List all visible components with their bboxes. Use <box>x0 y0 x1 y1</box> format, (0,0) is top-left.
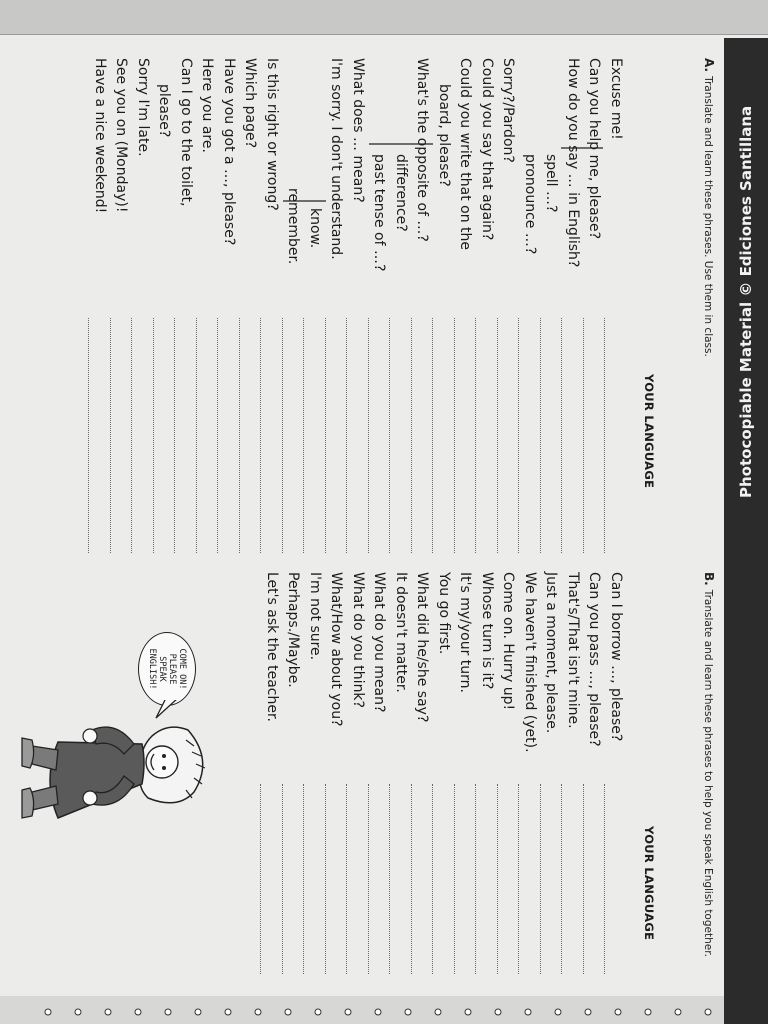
phrase-item: What do you think? <box>350 572 366 708</box>
answer-line[interactable] <box>411 784 433 974</box>
phrase-item: please? <box>156 84 173 138</box>
answer-line[interactable] <box>218 318 240 553</box>
answer-line[interactable] <box>476 318 498 553</box>
answer-line[interactable] <box>497 784 519 974</box>
phrase-item: Have you got a …, please? <box>221 58 237 246</box>
boy-cartoon-illustration <box>18 700 208 900</box>
phrase-item: Can I go to the toilet, <box>178 58 194 207</box>
answer-line[interactable] <box>325 318 347 553</box>
phrase-item: Can you pass …, please? <box>586 572 603 747</box>
phrase-item: Come on. Hurry up! <box>500 572 517 711</box>
speech-bubble-line: SPEAK <box>157 656 167 682</box>
phrase-item: Whose turn is it? <box>479 572 495 690</box>
answer-line[interactable] <box>368 784 390 974</box>
banner-title: Photocopiable Material © Ediciones Santillana <box>737 105 755 498</box>
phrase-item: What's the opposite of …? <box>414 58 431 242</box>
phrase-item: It's my/your turn. <box>457 572 474 693</box>
answer-line[interactable] <box>562 784 584 974</box>
answer-line[interactable] <box>433 318 455 553</box>
answer-line[interactable] <box>605 318 627 553</box>
phrase-item: I'm not sure. <box>307 572 323 661</box>
answer-line[interactable] <box>540 784 562 974</box>
phrase-item: It doesn't matter. <box>393 572 409 693</box>
phrase-item: You go first. <box>436 572 452 655</box>
phrase-item: That's/That isn't mine. <box>565 572 581 729</box>
phrase-item: Have a nice weekend! <box>92 58 108 214</box>
answer-line[interactable] <box>583 318 605 553</box>
answer-line[interactable] <box>519 784 541 974</box>
section-b-column-heading: YOUR LANGUAGE <box>642 826 656 941</box>
answer-line[interactable] <box>282 784 304 974</box>
answer-line[interactable] <box>583 784 605 974</box>
answer-line[interactable] <box>519 318 541 553</box>
answer-line[interactable] <box>153 318 175 553</box>
answer-line[interactable] <box>347 784 369 974</box>
spiral-binding-holes <box>0 1004 768 1024</box>
answer-line[interactable] <box>132 318 154 553</box>
phrase-item: spell …? <box>543 154 560 213</box>
phrase-item: We haven't finished (yet). <box>522 572 538 753</box>
answer-line[interactable] <box>110 318 132 553</box>
phrase-item: Perhaps./Maybe. <box>285 572 302 688</box>
phrase-item: Could you write that on the <box>457 58 474 251</box>
phrase-item: Here you are. <box>199 58 216 153</box>
phrase-item: Is this right or wrong? <box>264 58 280 211</box>
phrase-item: Excuse me! <box>608 58 624 140</box>
section-a-answer-lines <box>89 318 627 553</box>
answer-line[interactable] <box>368 318 390 553</box>
answer-line[interactable] <box>239 318 261 553</box>
phrase-item: How do you say … in English? <box>565 58 581 268</box>
phrase-item: Sorry?/Pardon? <box>500 58 517 163</box>
answer-line[interactable] <box>390 318 412 553</box>
phrase-item: remember. <box>285 188 302 265</box>
answer-line[interactable] <box>605 784 627 974</box>
phrase-item: Could you say that again? <box>479 58 495 241</box>
phrase-item: I'm sorry. I don't understand. <box>328 58 345 260</box>
speech-bubble-line: ENGLISH! <box>147 648 157 690</box>
phrase-item: Can I borrow …, please? <box>608 572 624 742</box>
answer-line[interactable] <box>261 784 283 974</box>
answer-line[interactable] <box>89 318 111 553</box>
section-a-instruction-text: Translate and learn these phrases. Use them in class. <box>702 76 714 357</box>
answer-line[interactable] <box>433 784 455 974</box>
answer-line[interactable] <box>325 784 347 974</box>
answer-line[interactable] <box>390 784 412 974</box>
phrase-item: What do you mean? <box>371 572 388 713</box>
section-b-letter: B. <box>702 572 716 586</box>
phrase-item: Sorry I'm late. <box>135 58 151 157</box>
answer-line[interactable] <box>497 318 519 553</box>
phrase-item: What did he/she say? <box>414 572 431 723</box>
phrase-item: Can you help me, please? <box>586 58 603 240</box>
answer-line[interactable] <box>454 318 476 553</box>
answer-line[interactable] <box>304 784 326 974</box>
answer-line[interactable] <box>196 318 218 553</box>
answer-line[interactable] <box>411 318 433 553</box>
section-a-letter: A. <box>702 58 716 73</box>
speech-bubble-line: PLEASE <box>167 653 177 685</box>
section-a-column-heading: YOUR LANGUAGE <box>642 374 656 489</box>
phrase-item: know. <box>307 208 323 249</box>
answer-line[interactable] <box>562 318 584 553</box>
answer-line[interactable] <box>282 318 304 553</box>
phrase-item: Let's ask the teacher. <box>264 572 280 722</box>
phrase-item: See you on (Monday)! <box>113 58 130 213</box>
section-b-instruction <box>702 572 716 957</box>
speech-bubble <box>138 632 196 706</box>
phrase-item: Which page? <box>242 58 259 149</box>
phrase-item: Just a moment, please. <box>543 572 560 734</box>
answer-line[interactable] <box>347 318 369 553</box>
speech-bubble-line: COME ON! <box>177 648 187 690</box>
phrase-item: What/How about you? <box>328 572 345 727</box>
answer-line[interactable] <box>540 318 562 553</box>
section-b-instruction-text: Translate and learn these phrases to help you speak English together. <box>702 589 714 957</box>
phrase-item: board, please? <box>436 84 452 187</box>
phrase-item: What does … mean? <box>350 58 366 203</box>
answer-line[interactable] <box>175 318 197 553</box>
answer-line[interactable] <box>261 318 283 553</box>
phrase-item: difference? <box>393 154 409 232</box>
phrase-item: past tense of …? <box>371 154 388 272</box>
section-b-answer-lines <box>261 784 627 974</box>
section-b-phrase-list <box>261 572 627 782</box>
answer-line[interactable] <box>454 784 476 974</box>
phrase-item: pronounce …? <box>522 154 538 255</box>
answer-line[interactable] <box>304 318 326 553</box>
answer-line[interactable] <box>476 784 498 974</box>
